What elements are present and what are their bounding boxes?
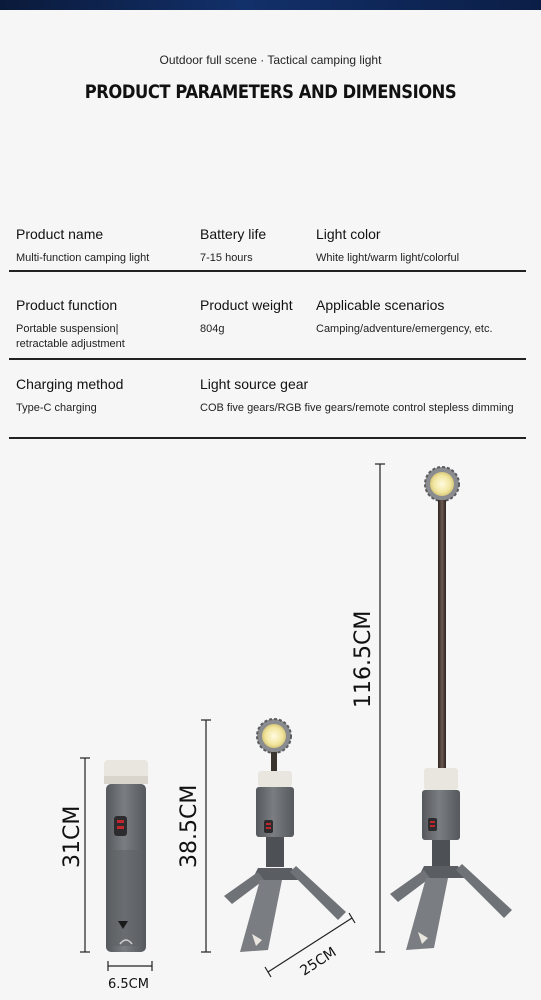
applicable-scenarios-value: Camping/adventure/emergency, etc. <box>316 323 493 335</box>
short-stand-product <box>224 719 346 952</box>
row-divider-1 <box>9 270 526 272</box>
telescopic-pole <box>438 500 446 768</box>
flashlight-width-label: 6.5CM <box>108 977 149 992</box>
dimension-6-5cm <box>108 961 152 971</box>
product-weight-label: Product weight <box>200 297 293 313</box>
short-stand-height-label: 38.5CM <box>177 784 202 868</box>
battery-life-label: Battery life <box>200 226 267 242</box>
applicable-scenarios-label: Applicable scenarios <box>316 297 445 313</box>
product-dimension-figure <box>0 440 541 1000</box>
dimension-116-5cm <box>375 464 385 952</box>
product-function-value-line1: Portable suspension| <box>16 323 119 335</box>
flashlight-height-label: 31CM <box>60 805 85 868</box>
battery-life-value: 7-15 hours <box>200 252 253 264</box>
product-function-value-line2: retractable adjustment <box>16 338 125 350</box>
short-stand-led-head <box>262 724 286 748</box>
product-name-label: Product name <box>16 226 104 242</box>
light-color-label: Light color <box>316 226 381 242</box>
charging-method-value: Type-C charging <box>16 402 97 414</box>
light-source-gear-value: COB five gears/RGB five gears/remote control stepless dimming <box>200 402 514 414</box>
flashlight-cap <box>104 760 148 778</box>
top-accent-bar <box>0 0 541 10</box>
dimension-38-5cm <box>201 720 211 952</box>
extended-stand-led-head <box>430 472 454 496</box>
light-color-value: White light/warm light/colorful <box>316 252 460 264</box>
tripod-span-label: 25CM <box>297 944 340 980</box>
charging-method-label: Charging method <box>16 376 124 392</box>
page-subtitle: Outdoor full scene · Tactical camping light <box>159 53 382 67</box>
extended-height-label: 116.5CM <box>351 610 376 708</box>
row-divider-3 <box>9 437 526 439</box>
product-weight-value: 804g <box>200 323 225 335</box>
light-source-gear-label: Light source gear <box>200 376 309 392</box>
row-divider-2 <box>9 358 526 360</box>
product-name-value: Multi-function camping light <box>16 252 150 264</box>
product-function-label: Product function <box>16 297 118 313</box>
extended-stand-product <box>390 467 512 950</box>
flashlight-product <box>104 760 148 952</box>
page-title: PRODUCT PARAMETERS AND DIMENSIONS <box>84 81 457 103</box>
